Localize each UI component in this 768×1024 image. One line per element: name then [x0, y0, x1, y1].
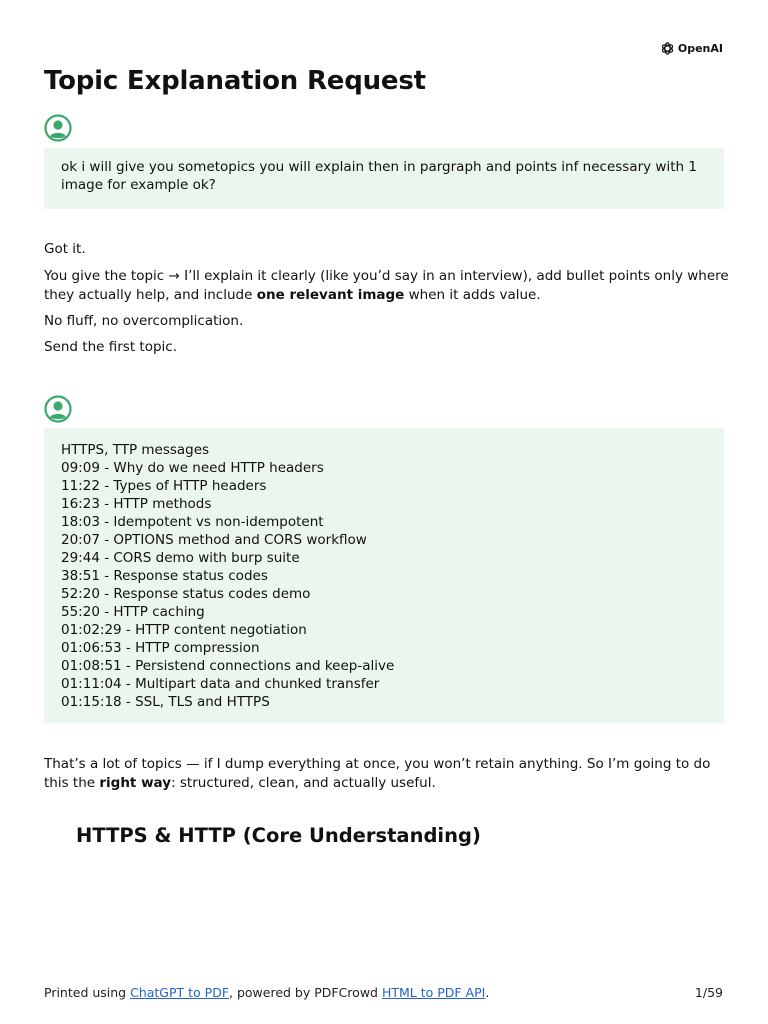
assistant-text: That’s a lot of topics — if I dump everything at once, you won’t retain anything. So I’m going to do this the	[44, 756, 711, 791]
list-item: 52:20 - Response status codes demo	[61, 586, 311, 602]
user-message-text: ok i will give you sometopics you will explain then in pargraph and points inf necessary with 1 image for example ok?	[61, 159, 697, 193]
user-avatar	[44, 395, 72, 423]
list-item: 38:51 - Response status codes	[61, 568, 268, 584]
list-item: 55:20 - HTTP caching	[61, 604, 205, 620]
assistant-text: : structured, clean, and actually useful.	[171, 775, 436, 791]
assistant-text: You give the topic → I’ll explain it clearly (like you’d say in an interview), add bullet points only where they actually help, and include	[44, 268, 729, 303]
list-item: 11:22 - Types of HTTP headers	[61, 478, 267, 494]
list-item: 20:07 - OPTIONS method and CORS workflow	[61, 532, 367, 548]
page-title: Topic Explanation Request	[44, 66, 426, 96]
footer-text: .	[485, 985, 490, 1000]
user-avatar-icon	[44, 114, 72, 142]
assistant-paragraph-4: Send the first topic.	[44, 339, 177, 355]
footer-text: , powered by PDFCrowd	[229, 985, 382, 1000]
assistant-bold-text: right way	[99, 775, 172, 791]
assistant-paragraph-2	[44, 267, 734, 305]
footer-text: Printed using	[44, 985, 131, 1000]
list-item: 16:23 - HTTP methods	[61, 496, 212, 512]
assistant-paragraph-1: Got it.	[44, 241, 86, 257]
list-item: 18:03 - Idempotent vs non-idempotent	[61, 514, 324, 530]
user-avatar	[44, 114, 72, 142]
section-heading: HTTPS & HTTP (Core Understanding)	[76, 824, 481, 847]
user-message	[44, 428, 724, 723]
openai-logo	[660, 41, 723, 56]
list-item: 01:06:53 - HTTP compression	[61, 640, 260, 656]
assistant-text: when it adds value.	[404, 287, 541, 303]
user-avatar-icon	[44, 395, 72, 423]
logo-text: OpenAI	[677, 42, 723, 55]
list-item: 01:11:04 - Multipart data and chunked transfer	[61, 676, 380, 692]
footer-credit	[44, 985, 489, 1000]
chatgpt-to-pdf-link[interactable]: ChatGPT to PDF	[130, 985, 230, 1000]
assistant-paragraph-5	[44, 755, 734, 793]
user-message	[44, 148, 724, 209]
list-item: 01:02:29 - HTTP content negotiation	[61, 622, 307, 638]
list-item: 01:08:51 - Persistend connections and keep-alive	[61, 658, 395, 674]
list-item: 29:44 - CORS demo with burp suite	[61, 550, 300, 566]
html-to-pdf-api-link[interactable]: HTML to PDF API	[381, 985, 486, 1000]
list-item: HTTPS, TTP messages	[61, 442, 210, 458]
page-number: 1/59	[694, 985, 723, 1000]
assistant-bold-text: one relevant image	[256, 287, 405, 303]
list-item: 01:15:18 - SSL, TLS and HTTPS	[61, 694, 270, 710]
openai-logo-icon	[660, 41, 675, 56]
list-item: 09:09 - Why do we need HTTP headers	[61, 460, 324, 476]
assistant-paragraph-3: No fluff, no overcomplication.	[44, 313, 244, 329]
